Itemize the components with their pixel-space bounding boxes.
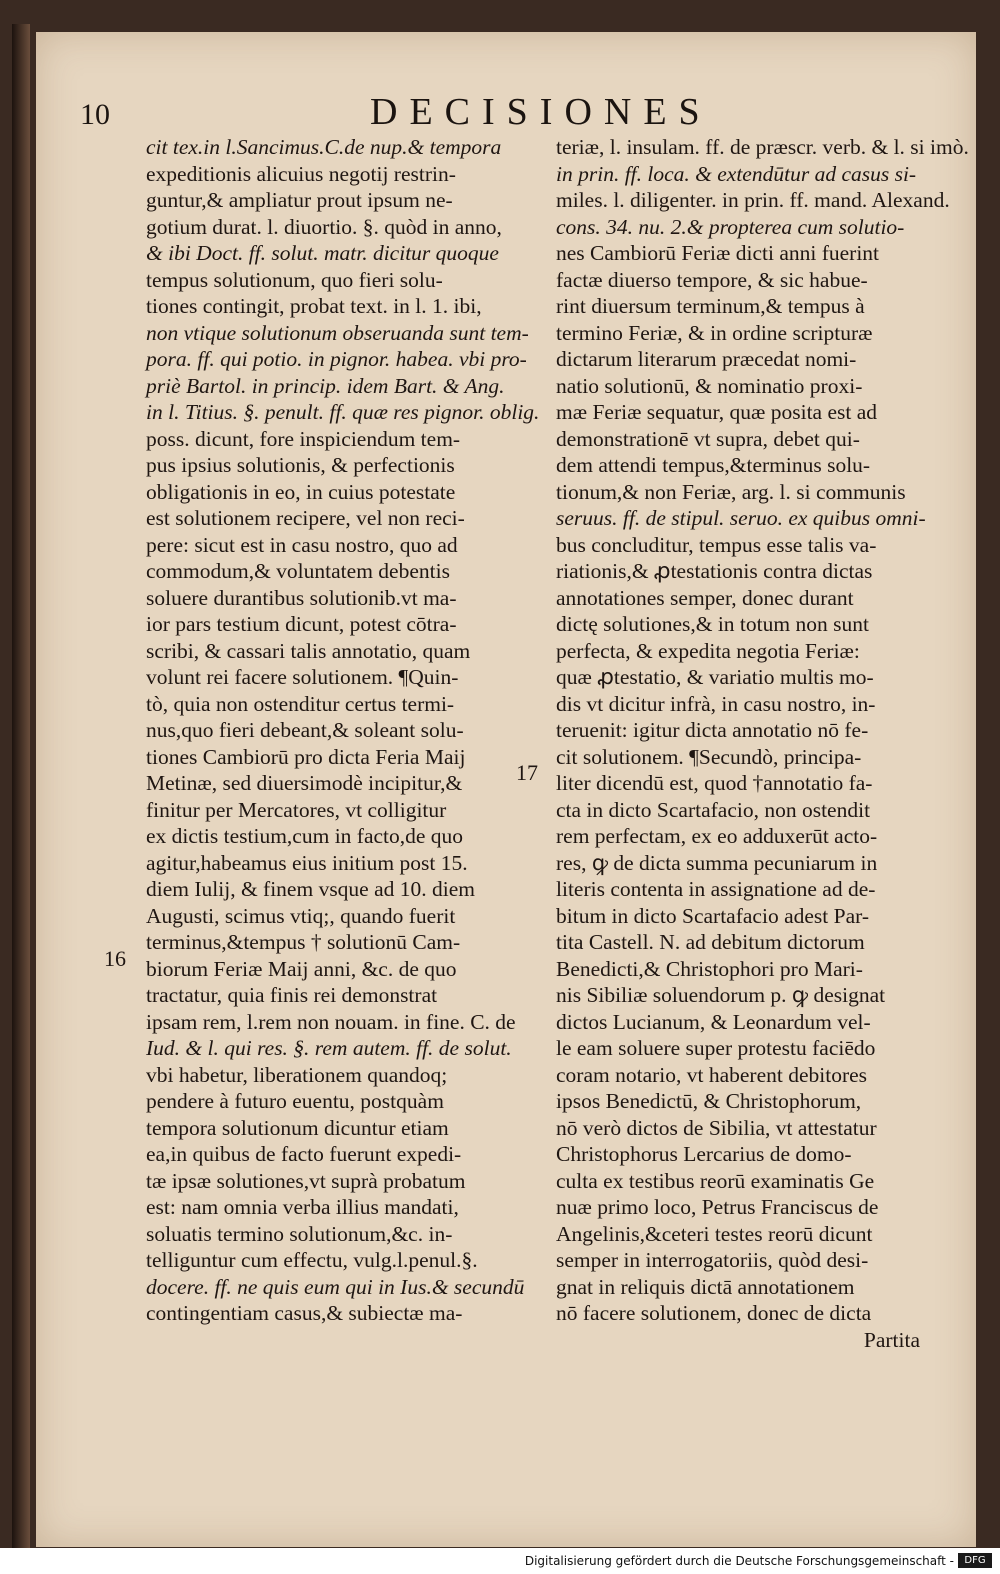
text-line: pendere à futuro euentu, postquàm bbox=[146, 1089, 444, 1113]
digitization-footer bbox=[0, 1548, 1000, 1574]
text-line: semper in interrogatoriis, quòd desi- bbox=[556, 1248, 869, 1272]
text-line: est: nam omnia verba illius mandati, bbox=[146, 1195, 459, 1219]
text-line: ea,in quibus de facto fuerunt expedi- bbox=[146, 1142, 462, 1166]
text-line: miles. l. diligenter. in prin. ff. mand. Alexand. bbox=[556, 188, 950, 212]
text-line: nis Sibiliæ soluendorum p. ꝙ designat bbox=[556, 983, 886, 1007]
text-line: liter dicendū est, quod †annotatio fa- bbox=[556, 771, 873, 795]
text-line: teriæ, l. insulam. ff. de præscr. verb. & l. si imò. bbox=[556, 135, 969, 159]
text-line: tæ ipsæ solutiones,vt suprà probatum bbox=[146, 1168, 466, 1193]
text-line: vbi habetur, liberationem quandoq; bbox=[146, 1062, 448, 1087]
text-line: tò, quia non ostenditur certus termi- bbox=[146, 691, 455, 716]
text-line: demonstrationē vt supra, debet qui- bbox=[556, 426, 860, 451]
text-line: agitur,habeamus eius initium post 15. bbox=[146, 850, 468, 875]
text-line: literis contenta in assignatione ad de- bbox=[556, 877, 876, 901]
text-line: Benedicti,& Christophori pro Mari- bbox=[556, 956, 863, 981]
text-line: dem attendi tempus,&terminus solu- bbox=[556, 453, 871, 477]
text-line: natio solutionū, & nominatio proxi- bbox=[556, 373, 863, 398]
text-line: perfecta, & expedita negotia Feriæ: bbox=[556, 638, 860, 663]
text-line: nes Cambiorū Feriæ dicti anni fuerint bbox=[556, 241, 880, 265]
text-line: guntur,& ampliatur prout ipsum ne- bbox=[146, 188, 453, 212]
text-line: termino Feriæ, & in ordine scripturæ bbox=[556, 320, 873, 345]
text-line: tionum,& non Feriæ, arg. l. si communis bbox=[556, 479, 906, 504]
text-line: poss. dicunt, fore inspiciendum tem- bbox=[146, 426, 461, 451]
text-line: tita Castell. N. ad debitum dictorum bbox=[556, 930, 865, 954]
text-line: nuæ primo loco, Petrus Franciscus de bbox=[556, 1195, 879, 1219]
text-line: commodum,& voluntatem debentis bbox=[146, 559, 450, 583]
text-line: bus concluditur, tempus esse talis va- bbox=[556, 532, 877, 557]
text-line: rem perfectam, ex eo adduxerūt acto- bbox=[556, 824, 878, 848]
text-line: cta in dicto Scartafacio, non ostendit bbox=[556, 797, 871, 822]
text-line: obligationis in eo, in cuius potestate bbox=[146, 479, 456, 504]
text-line: finitur per Mercatores, vt colligitur bbox=[146, 797, 447, 822]
text-line: culta ex testibus reorū examinatis Ge bbox=[556, 1168, 875, 1193]
page-number: 10 bbox=[80, 98, 110, 131]
text-line: in l. Titius. §. penult. ff. quæ res pignor. oblig. bbox=[146, 400, 540, 424]
text-line: tiones contingit, probat text. in l. 1. ibi, bbox=[146, 294, 482, 318]
running-title: DECISIONES bbox=[370, 91, 712, 133]
margin-note-left: 16 bbox=[104, 946, 126, 971]
text-line: in prin. ff. loca. & extendūtur ad casus si- bbox=[556, 161, 917, 186]
text-line: expeditionis alicuius negotij restrin- bbox=[146, 161, 456, 186]
text-line: terminus,&tempus † solutionū Cam- bbox=[146, 930, 461, 954]
text-column-right bbox=[556, 134, 969, 1353]
text-line: Metinæ, sed diuersimodè incipitur,& bbox=[146, 771, 463, 795]
text-line: dictarum literarum præcedat nomi- bbox=[556, 347, 857, 371]
text-line: diem Iulij, & finem vsque ad 10. diem bbox=[146, 877, 476, 901]
text-line: soluatis termino solutionum,&c. in- bbox=[146, 1221, 453, 1246]
text-line: riationis,& ꝓtestationis contra dictas bbox=[556, 559, 873, 583]
text-line: bitum in dicto Scartafacio adest Par- bbox=[556, 903, 870, 928]
text-line: tiones Cambiorū pro dicta Feria Maij bbox=[146, 744, 466, 769]
text-line: Partita bbox=[863, 1327, 920, 1352]
text-line: soluere durantibus solutionib.vt ma- bbox=[146, 585, 457, 610]
text-line: seruus. ff. de stipul. seruo. ex quibus omni- bbox=[556, 506, 926, 530]
footer-text: Digitalisierung gefördert durch die Deutsche Forschungsgemeinschaft - bbox=[524, 1554, 954, 1568]
text-line: coram notario, vt haberent debitores bbox=[556, 1062, 868, 1087]
text-line: dictę solutiones,& in totum non sunt bbox=[556, 612, 869, 636]
text-line: nus,quo fieri debeant,& soleant solu- bbox=[146, 718, 464, 742]
text-line: contingentiam casus,& subiectæ ma- bbox=[146, 1301, 463, 1325]
text-line: tempus solutionum, quo fieri solu- bbox=[146, 267, 443, 292]
text-line: res, ꝙ de dicta summa pecuniarum in bbox=[556, 850, 878, 875]
text-line: mæ Feriæ sequatur, quæ posita est ad bbox=[556, 400, 878, 424]
text-line: gotium durat. l. diuortio. §. quòd in anno, bbox=[146, 214, 502, 239]
dfg-logo: DFG bbox=[958, 1553, 992, 1568]
text-line: non vtique solutionum obseruanda sunt tem- bbox=[146, 320, 529, 345]
text-line: nō facere solutionem, donec de dicta bbox=[556, 1301, 872, 1325]
text-line: ipsam rem, l.rem non nouam. in fine. C. de bbox=[146, 1009, 516, 1034]
margin-note-right: 17 bbox=[516, 760, 538, 785]
text-line: cons. 34. nu. 2.& propterea cum solutio- bbox=[556, 214, 905, 239]
text-line: telliguntur cum effectu, vulg.l.penul.§. bbox=[146, 1248, 478, 1272]
text-line: & ibi Doct. ff. solut. matr. dicitur quoque bbox=[146, 241, 499, 265]
text-line: tempora solutionum dicuntur etiam bbox=[146, 1115, 449, 1140]
text-line: gnat in reliquis dictā annotationem bbox=[556, 1274, 855, 1299]
text-line: tractatur, quia finis rei demonstrat bbox=[146, 983, 438, 1007]
text-line: rint diuersum terminum,& tempus à bbox=[556, 294, 865, 318]
text-line: priè Bartol. in princip. idem Bart. & Ang. bbox=[146, 373, 505, 398]
text-line: dictos Lucianum, & Leonardum vel- bbox=[556, 1009, 871, 1034]
text-line: pora. ff. qui potio. in pignor. habea. vbi pro- bbox=[146, 347, 527, 371]
text-line: le eam soluere super protestu faciēdo bbox=[556, 1036, 876, 1060]
text-line: biorum Feriæ Maij anni, &c. de quo bbox=[146, 956, 457, 981]
text-line: Christophorus Lercarius de domo- bbox=[556, 1142, 852, 1166]
text-line: cit tex.in l.Sancimus.C.de nup.& tempora bbox=[146, 135, 502, 159]
book-spine-edge bbox=[12, 24, 30, 1554]
text-line: annotationes semper, donec durant bbox=[556, 585, 854, 610]
text-line: docere. ff. ne quis eum qui in Ius.& secundū bbox=[146, 1274, 525, 1299]
text-line: volunt rei facere solutionem. ¶Quin- bbox=[146, 665, 459, 689]
text-line: Augusti, scimus vtiq;, quando fuerit bbox=[146, 903, 456, 928]
text-line: pus ipsius solutionis, & perfectionis bbox=[146, 453, 455, 477]
text-line: factæ diuerso tempore, & sic habue- bbox=[556, 267, 868, 292]
text-line: pere: sicut est in casu nostro, quo ad bbox=[146, 532, 458, 557]
text-line: ior pars testium dicunt, potest cōtra- bbox=[146, 612, 457, 636]
text-line: Iud. & l. qui res. §. rem autem. ff. de solut. bbox=[146, 1036, 512, 1060]
text-line: quæ ꝓtestatio, & variatio multis mo- bbox=[556, 665, 874, 689]
text-line: cit solutionem. ¶Secundò, principa- bbox=[556, 744, 862, 769]
text-line: ex dictis testium,cum in facto,de quo bbox=[146, 824, 464, 848]
text-line: nō verò dictos de Sibilia, vt attestatur bbox=[556, 1115, 877, 1140]
text-line: dis vt dicitur infrà, in casu nostro, in- bbox=[556, 691, 876, 716]
text-line: est solutionem recipere, vel non reci- bbox=[146, 506, 465, 530]
text-line: scribi, & cassari talis annotatio, quam bbox=[146, 638, 471, 663]
text-line: ipsos Benedictū, & Christophorum, bbox=[556, 1089, 862, 1113]
text-line: Angelinis,&ceteri testes reorū dicunt bbox=[556, 1221, 873, 1246]
text-line: teruenit: igitur dicta annotatio nō fe- bbox=[556, 718, 869, 742]
